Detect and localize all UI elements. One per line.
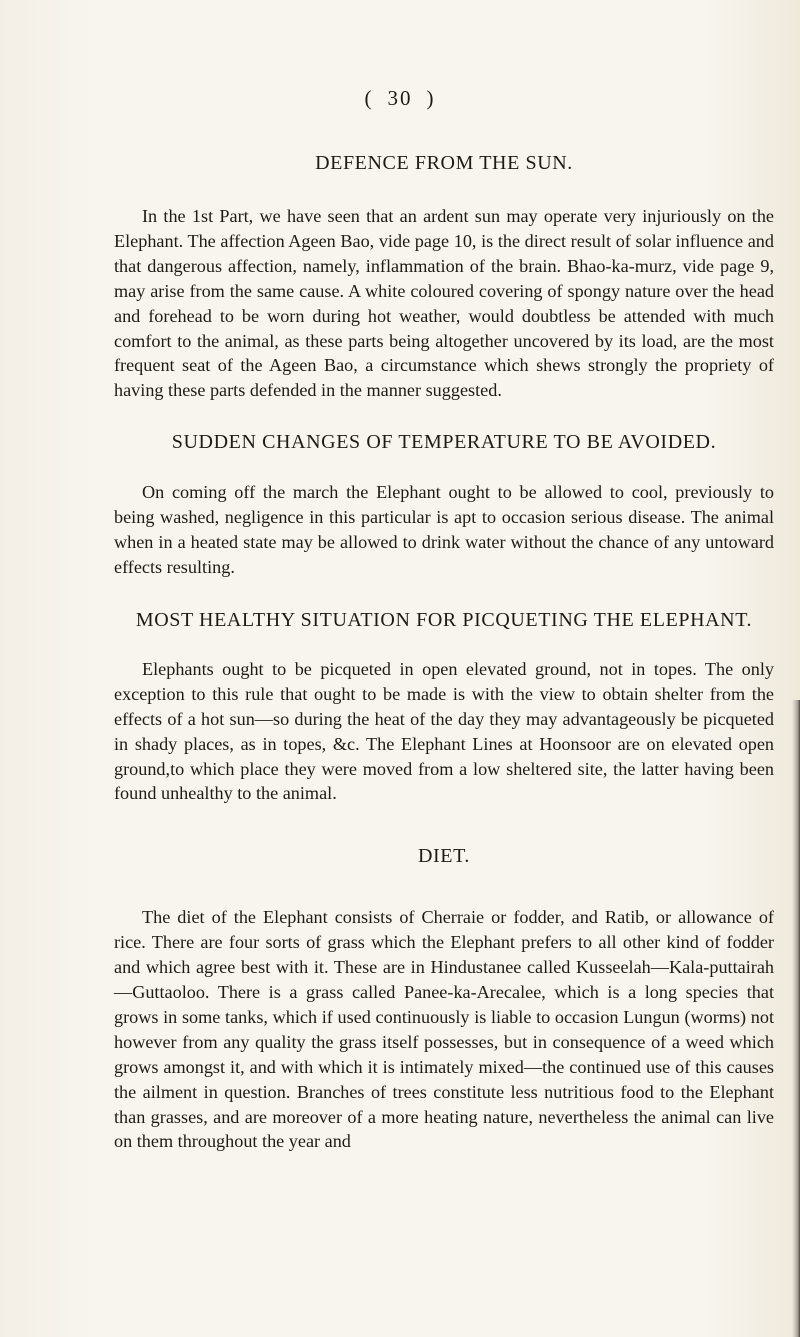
section-body-picqueting-situation: Elephants ought to be picqueted in open elevated ground, not in topes. The only exception to this rule that ought to be made is with the view to obtain shelter from the effects of a hot sun—so during the heat of the day they may advantageously be picqueted in shady places, as in topes, &c. The Elephant Lines at Hoonsoor are on elevated open ground,to which place they were moved from a low sheltered site, the latter having been found unhealthy to the animal. [114,658,774,804]
page-number-value: 30 [387,86,413,110]
section-body-diet: The diet of the Elephant consists of Cherraie or fodder, and Ratib, or allowance of rice. There are four sorts of grass which the Elephant prefers to all other kind of fodder and which agree best with it. These are in Hindustanee called Kusseelah—Kala-puttairah—Guttaoloo. There is a grass called Panee-ka-Arecalee, which is a long species that grows in some tanks, which if used continuously is liable to occasion Lungun (worms) not however from any quality the grass itself possesses, but in consequence of a weed which grows amongst it, and with which it is intimately mixed—the continued use of this causes the ailment in question. Branches of trees constitute less nutritious food to the Elephant than grasses, and are moreover of a more heating nature, nevertheless the animal can live on them throughout the year and [114,907,774,1152]
page-edge-shadow [792,700,800,1337]
section-body-defence-from-sun: In the 1st Part, we have seen that an ardent sun may operate very injuriously on the Elephant. The affection Ageen Bao, vide page 10, is the direct result of solar influence and that dangerous affection, namely, inflammation of the brain. Bhao-ka-murz, vide page 9, may arise from the same cause. A white coloured covering of spongy nature over the head and forehead to be worn during hot weather, would doubtless be attended with much comfort to the animal, as these parts being altogether uncovered by its load, are the most frequent seat of the Ageen Bao, a circumstance which shews strongly the propriety of having these parts defended in the manner suggested. [114,206,774,401]
section-heading-diet: DIET. [417,845,471,868]
page-number-open-paren: ( [364,86,374,110]
section-heading-sudden-changes: SUDDEN CHANGES OF TEMPERATURE TO BE AVOIDED. [171,431,717,454]
section-heading-defence-from-sun: DEFENCE FROM THE SUN. [315,152,573,174]
page-content [114,148,774,1154]
section-body-sudden-changes: On coming off the march the Elephant ought to be allowed to cool, previously to being washed, negligence in this particular is apt to occasion serious disease. The animal when in a heated state may be allowed to drink water without the chance of any untoward effects resulting. [114,482,774,577]
page-number [0,86,800,111]
section-heading-picqueting-situation: MOST HEALTHY SITUATION FOR PICQUETING THE ELEPHANT. [135,608,753,631]
page-number-close-paren: ) [426,86,436,110]
